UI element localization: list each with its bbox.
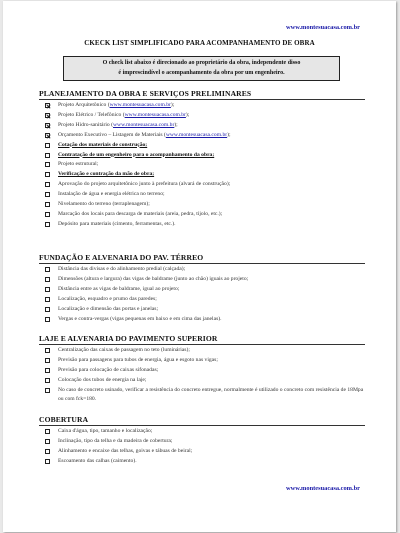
checklist-item-text: Projeto Hidro-sanitário ( — [58, 121, 113, 128]
checklist-item — [45, 285, 365, 295]
item-link[interactable]: www.montesuacasa.com.br — [113, 121, 175, 128]
page-title: CKECK LIST SIMPLIFICADO PARA ACOMPANHAMENTO DE OBRA — [84, 39, 315, 47]
item-link-suffix: ); — [170, 102, 175, 108]
checklist-item-text: No caso de concreto usinado, verificar a resistência do concreto entregue, normalmente é utilizado o concreto com resistência de 18Mpa ou com fck=180. — [58, 386, 364, 402]
checklist-item-text: Depósito para materiais (cimento, ferramentas, etc.). — [58, 220, 176, 227]
checkbox-icon[interactable] — [45, 449, 50, 454]
checkbox-checked-icon[interactable] — [45, 123, 50, 128]
checklist-item-text: Verificação e contração da mão de obra; — [58, 171, 155, 178]
checkbox-icon[interactable] — [45, 162, 50, 167]
section-heading: LAJE E ALVENARIA DO PAVIMENTO SUPERIOR — [39, 334, 365, 345]
checkbox-checked-icon[interactable] — [45, 103, 50, 108]
checkbox-icon[interactable] — [45, 358, 50, 363]
checkbox-icon[interactable] — [45, 202, 50, 207]
checklist-item-text: Instalação de água e energia elétrica no terreno; — [58, 191, 165, 198]
checklist-item — [45, 220, 365, 230]
checkbox-icon[interactable] — [45, 429, 50, 434]
section-heading: PLANEJAMENTO DA OBRA E SERVIÇOS PRELIMINARES — [39, 89, 365, 100]
checklist-item — [45, 356, 365, 366]
checkbox-icon[interactable] — [45, 388, 50, 393]
checklist-item-text: Projeto Elétrico / Telefônico ( — [58, 111, 125, 118]
section-planejamento — [39, 89, 365, 230]
checkbox-icon[interactable] — [45, 317, 50, 322]
checklist-item-text: Escoamento das calhas (caimento). — [58, 457, 137, 464]
checklist-item-text: Nivelamento do terreno (terraplenagem); — [58, 201, 150, 208]
checklist-item — [45, 180, 365, 190]
section-laje — [39, 334, 365, 404]
checkbox-icon[interactable] — [45, 307, 50, 312]
checklist-item — [45, 160, 365, 170]
checkbox-icon[interactable] — [45, 212, 50, 217]
checkbox-icon[interactable] — [45, 378, 50, 383]
notice-box — [63, 56, 340, 81]
checklist — [39, 101, 365, 230]
checklist-item — [45, 366, 365, 376]
checkbox-icon[interactable] — [45, 182, 50, 187]
checklist-item-text: Localização e dimensão das portas e janelas; — [58, 305, 159, 312]
checkbox-icon[interactable] — [45, 153, 50, 158]
checklist-item-text: Dimensões (altura e largura) das vigas de baldrame (junto ao chão) iguais ao projeto; — [58, 275, 249, 282]
checklist-item-text: Distância entre as vigas de baldrame, igual ao projeto; — [58, 285, 180, 292]
notice-line-2: é imprescindível o acompanhamento da obra por um engenheiro. — [118, 69, 285, 76]
item-link[interactable]: www.montesuacasa.com.br — [124, 111, 186, 118]
document-page — [3, 1, 396, 532]
checkbox-checked-icon[interactable] — [45, 133, 50, 138]
checkbox-icon[interactable] — [45, 297, 50, 302]
checkbox-icon[interactable] — [45, 267, 50, 272]
checklist — [39, 346, 365, 404]
checklist — [39, 265, 365, 324]
checkbox-icon[interactable] — [45, 459, 50, 464]
item-link-suffix: ); — [174, 121, 178, 128]
checklist — [39, 427, 365, 467]
checklist-item-text: Previsão para colocação de caixas sifonadas; — [58, 366, 159, 373]
item-link-suffix: ); — [185, 111, 190, 118]
section-heading: FUNDAÇÃO E ALVENARIA DO PAV. TÉRREO — [39, 253, 365, 264]
checkbox-icon[interactable] — [45, 368, 50, 373]
checklist-item — [45, 437, 365, 447]
checklist-item — [45, 447, 365, 457]
checkbox-icon[interactable] — [45, 287, 50, 292]
checklist-item — [45, 457, 365, 467]
checklist-item-text: Marcação dos locais para descarga de materiais (areia, pedra, tijolo, etc.); — [58, 210, 223, 217]
site-url-footer[interactable]: www.montesuacasa.com.br — [285, 485, 360, 492]
checklist-item-text: Localização, esquadro e prumo das paredes; — [58, 295, 157, 302]
item-link[interactable]: www.montesuacasa.com.br — [165, 131, 228, 138]
checklist-item-text: Vergas e contra-vergas (vigas pequenas em baixo e em cima das janelas). — [58, 315, 222, 322]
checkbox-icon[interactable] — [45, 222, 50, 227]
checklist-item — [45, 265, 365, 275]
checklist-item — [45, 141, 365, 151]
checklist-item-text: Aprovação do projeto arquitetônico junto à prefeitura (alvará de construção); — [58, 181, 231, 188]
checkbox-icon[interactable] — [45, 348, 50, 353]
checklist-item — [45, 376, 365, 386]
checkbox-icon[interactable] — [45, 277, 50, 282]
section-heading: COBERTURA — [39, 415, 365, 426]
checklist-item — [45, 305, 365, 315]
checklist-item-text: Projeto estrutural; — [58, 161, 99, 168]
checklist-item — [45, 315, 365, 325]
checklist-item — [45, 275, 365, 285]
section-fundacao — [39, 253, 365, 324]
checklist-item — [45, 151, 365, 161]
checklist-item — [45, 427, 365, 437]
checkbox-icon[interactable] — [45, 143, 50, 148]
checkbox-icon[interactable] — [45, 192, 50, 197]
checklist-item — [45, 190, 365, 200]
checklist-item-text: Alinhamento e encaixe das telhas, goivas e tábuas de beiral; — [58, 447, 193, 454]
site-url-header[interactable]: www.montesuacasa.com.br — [285, 24, 360, 31]
checklist-item — [45, 170, 365, 180]
checklist-item — [45, 111, 365, 121]
checklist-item — [45, 121, 365, 131]
checklist-item — [45, 101, 365, 111]
checklist-item-text: Orçamento Executivo – Listagem de Materiais ( — [58, 131, 166, 138]
checklist-item-text: Colocação dos tubos de energia na laje; — [58, 376, 147, 383]
checkbox-checked-icon[interactable] — [45, 113, 50, 118]
notice-line-1: O check list abaixo é direcionado ao proprietário da obra, independente disso — [102, 60, 301, 66]
checklist-item — [45, 346, 365, 356]
checklist-item-text: Cotação dos materiais de construção; — [58, 141, 148, 148]
checklist-item — [45, 386, 365, 405]
checklist-item — [45, 295, 365, 305]
checkbox-icon[interactable] — [45, 172, 50, 177]
checklist-item-text: Contratação de um engenheiro para o acompanhamento da obra; — [58, 151, 215, 158]
item-link-suffix: ); — [227, 131, 231, 138]
checklist-item — [45, 210, 365, 220]
checklist-item-text: Centralização das caixas de passagem no teto (luminárias); — [58, 347, 190, 353]
checklist-item-text: Distância das divisas e do alinhamento predial (calçada); — [58, 266, 186, 272]
checklist-item — [45, 131, 365, 141]
checklist-item-text: Caixa d'água, tipo, tamanho e localização; — [58, 428, 153, 434]
checklist-item-text: Projeto Arquitetônico ( — [58, 102, 110, 108]
section-cobertura — [39, 415, 365, 467]
checklist-item-text: Previsão para passagens para tubos de energia, água e esgoto nas vigas; — [58, 356, 218, 363]
item-link[interactable]: www.montesuacasa.com.br — [109, 102, 171, 108]
checklist-item — [45, 200, 365, 210]
checklist-item-text: Inclinação, tipo da telha e da madeira de cobertura; — [58, 437, 173, 444]
checkbox-icon[interactable] — [45, 439, 50, 444]
